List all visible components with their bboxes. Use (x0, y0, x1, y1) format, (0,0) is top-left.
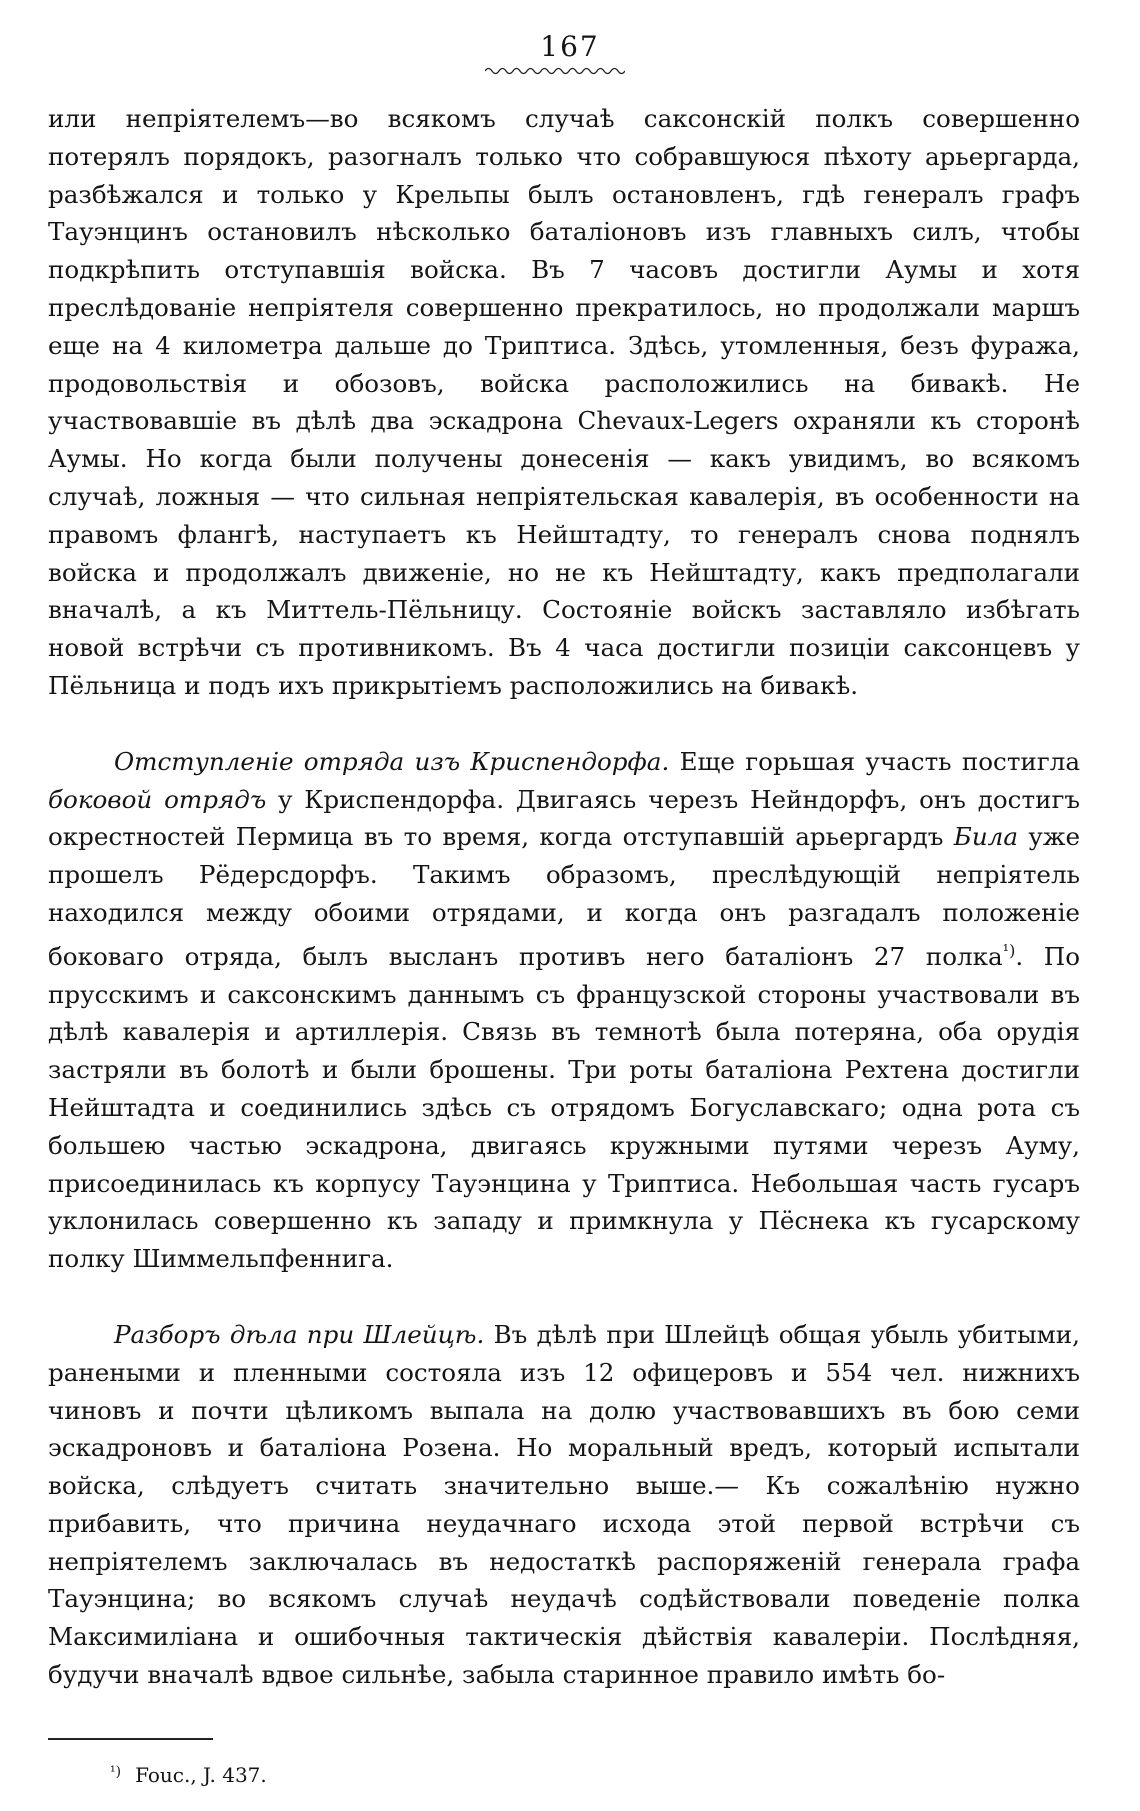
footnote-text: Fouc., J. 437. (135, 1763, 267, 1787)
paragraph-retreat-of-detachment (48, 743, 1080, 1278)
page-number: 167 (540, 30, 600, 63)
body-text (48, 100, 1080, 1694)
paragraph-analysis-of-schleiz (48, 1316, 1080, 1694)
wavy-underline-ornament (485, 66, 625, 76)
italic-text-segment: боковой отрядъ (48, 784, 267, 814)
text-segment: или непріятелемъ—во всякомъ случаѣ саксонскій полкъ совершенно потерялъ порядокъ, разогналъ только что собравшуюся пѣхоту арьергарда, разбѣжался и только у Крельпы былъ остановленъ, гдѣ генералъ графъ Тауэнцинъ остановилъ нѣсколько баталіоновъ изъ главныхъ силъ, чтобы подкрѣпить отступавшія войска. Въ 7 часовъ достигли Аумы и хотя преслѣдованіе непріятеля совершенно прекратилось, но продолжали маршъ еще на 4 километра дальше до Триптиса. Здѣсь, утомленныя, безъ фуража, продовольствія и обозовъ, войска расположились на бивакѣ. Не участвовавшіе въ дѣлѣ два эскадрона Chevaux-Legers охраняли къ сторонѣ Аумы. Но когда были получены донесенія — какъ увидимъ, во всякомъ случаѣ, ложныя — что сильная непріятельская кавалерія, въ особенности на правомъ флангѣ, наступаетъ къ Нейштадту, то генералъ снова поднялъ войска и продолжалъ движеніе, но не къ Нейштадту, какъ предполагали вначалѣ, а къ Миттель-Пёльницу. Состояніе войскъ заставляло избѣгать новой встрѣчи съ противникомъ. Въ 4 часа достигли позиціи саксонцевъ у Пёльница и подъ ихъ прикрытіемъ расположились на бивакѣ. (48, 104, 1080, 700)
paragraph-continuation (48, 100, 1080, 705)
text-segment: уже прошелъ Рёдерсдорфъ. Такимъ образомъ, преслѣдующій непріятель находился между обоими отрядами, и когда онъ разгадалъ положеніе боковаго отряда, былъ высланъ противъ него баталіонъ 27 полка (48, 822, 1080, 971)
footnote-divider (48, 1738, 213, 1740)
footnote-reference: ¹) (1002, 940, 1016, 960)
text-segment: Въ дѣлѣ при Шлейцѣ общая убыль убитыми, ранеными и пленными состояла изъ 12 офицеровъ и 554 чел. нижнихъ чиновъ и почти цѣликомъ выпала на долю участвовавшихъ въ бою семи эскадроновъ и баталіона Розена. Но моральный вредъ, который испытали войска, слѣдуетъ считать значительно выше.— Къ сожалѣнію нужно прибавить, что причина неудачнаго исхода этой первой встрѣчи съ непріятелемъ заключалась въ недостаткѣ распоряженій генерала графа Тауэнцина; во всякомъ случаѣ неудачѣ содѣйствовали поведеніе полка Максимиліана и ошибочныя тактическія дѣйствія кавалеріи. Послѣдняя, будучи вначалѣ вдвое сильнѣе, забыла старинное правило имѣть бо- (48, 1319, 1080, 1690)
text-segment: Еще горьшая участь постигла (669, 746, 1080, 776)
italic-text-segment: Била (953, 822, 1018, 852)
paragraph-heading: Отступленіе отряда изъ Криспендорфа. (114, 746, 670, 776)
footnote-marker: ¹) (110, 1764, 122, 1780)
text-segment: . По прусскимъ и саксонскимъ даннымъ съ французской стороны участвовали въ дѣлѣ кавалерія и артиллерія. Связь въ темнотѣ была потеряна, оба орудія застряли въ болотѣ и были брошены. Три роты баталіона Рехтена достигли Нейштадта и соединились здѣсь съ отрядомъ Богуславскаго; одна рота съ большею частью эскадрона, двигаясь кружными путями черезъ Ауму, присоединилась къ корпусу Тауэнцина у Триптиса. Небольшая часть гусаръ уклонилась совершенно къ западу и примкнула у Пёснека къ гусарскому полку Шиммельпфеннига. (48, 941, 1080, 1274)
text-segment: у Криспендорфа. Двигаясь черезъ Нейндорфъ, онъ достигъ окрестностей Пермица въ то время, когда отступавшій арьергардъ (48, 784, 1080, 852)
paragraph-heading: Разборъ дѣла при Шлейцѣ. (114, 1319, 485, 1349)
footnote (110, 1760, 267, 1787)
